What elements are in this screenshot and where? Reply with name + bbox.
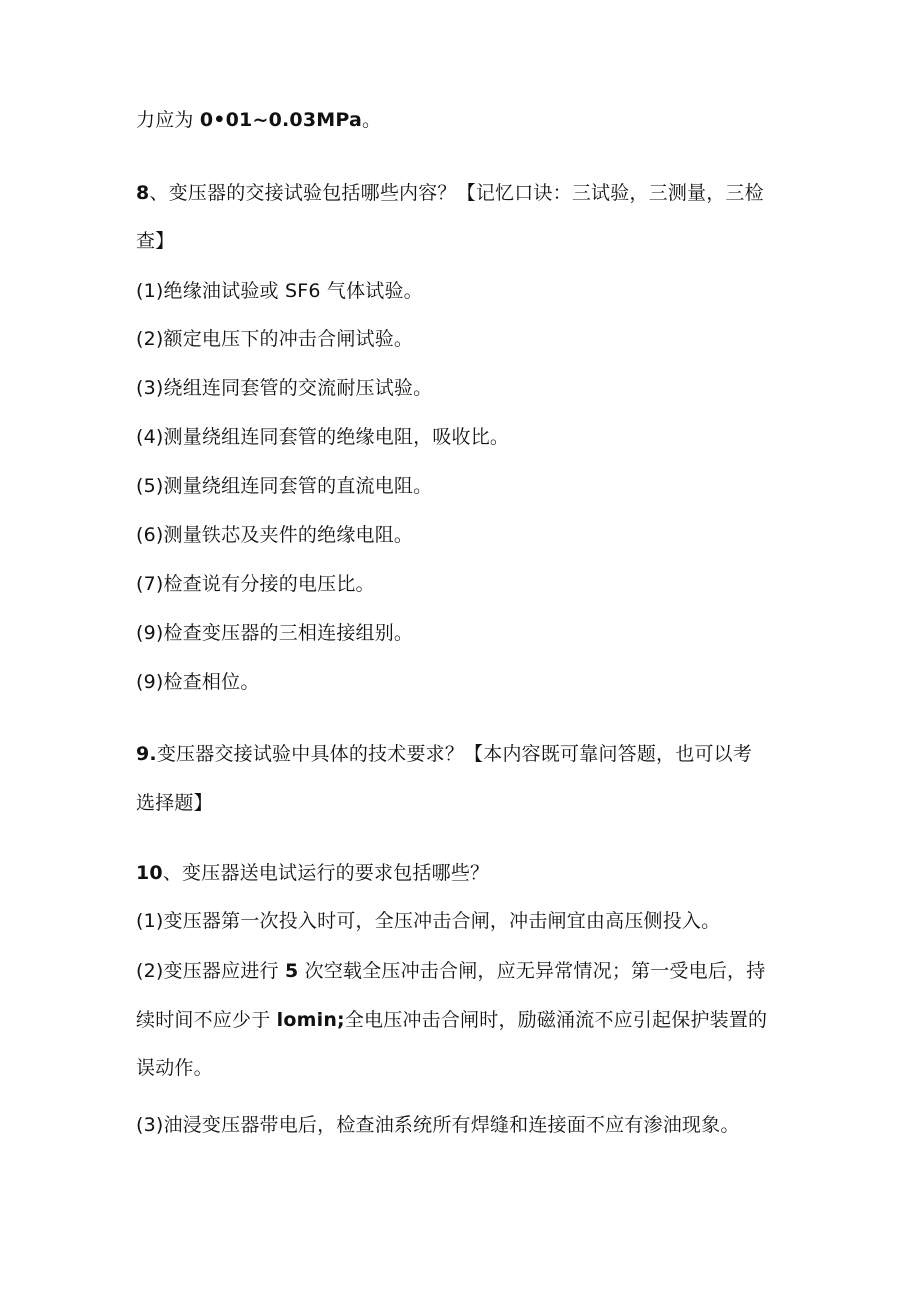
question-8-text: 、变压器的交接试验包括哪些内容？【记忆口诀：三试验，三测量，三检 bbox=[149, 182, 764, 204]
q10-item-3: (3)油浸变压器带电后，检查油系统所有焊缝和连接面不应有渗油现象。 bbox=[136, 1114, 740, 1136]
question-10-text: 、变压器送电试运行的要求包括哪些？ bbox=[162, 862, 490, 884]
q10-item-2 bbox=[136, 958, 765, 984]
question-9-text: 变压器交接试验中具体的技术要求？【本内容既可靠问答题，也可以考 bbox=[156, 743, 753, 765]
q8-item: (1)绝缘油试验或 SF6 气体试验。 bbox=[136, 280, 423, 302]
q10-item-2-text: (2)变压器应进行 bbox=[136, 960, 285, 982]
q10-item-2-text: 续时间不应少于 bbox=[136, 1009, 277, 1031]
question-9-heading bbox=[136, 741, 752, 767]
pressure-value: 0•01~0.03MPa bbox=[199, 109, 362, 131]
q10-item-2-end: 误动作。 bbox=[136, 1057, 213, 1079]
q10-item-1: (1)变压器第一次投入时可，全压冲击合闸，冲击闸宜由高压侧投入。 bbox=[136, 910, 721, 932]
q8-item: (9)检查相位。 bbox=[136, 671, 260, 693]
q8-item: (3)绕组连同套管的交流耐压试验。 bbox=[136, 377, 433, 399]
question-10-heading bbox=[136, 860, 489, 886]
question-8-heading-cont: 查】 bbox=[136, 230, 175, 252]
intro-text: 力应为 bbox=[136, 109, 200, 131]
q10-item-2-cont bbox=[136, 1007, 767, 1033]
q10-item-2-text: 全电压冲击合闸时，励磁涌流不应引起保护装置的 bbox=[344, 1009, 768, 1031]
q8-item: (5)测量绕组连同套管的直流电阻。 bbox=[136, 475, 433, 497]
q8-item: (4)测量绕组连同套管的绝缘电阻，吸收比。 bbox=[136, 426, 510, 448]
intro-line bbox=[136, 107, 381, 133]
question-8-heading bbox=[136, 180, 764, 206]
question-8-number: 8 bbox=[136, 182, 150, 204]
q10-item-2-text: 次空载全压冲击合闸，应无异常情况；第一受电后，持 bbox=[298, 960, 766, 982]
q8-item: (6)测量铁芯及夹件的绝缘电阻。 bbox=[136, 524, 414, 546]
question-9-number: 9. bbox=[136, 743, 157, 765]
question-10-number: 10 bbox=[136, 862, 163, 884]
q10-item-2-duration: lomin; bbox=[276, 1009, 345, 1031]
q8-item: (7)检查说有分接的电压比。 bbox=[136, 573, 375, 595]
question-9-heading-cont: 选择题】 bbox=[136, 792, 213, 814]
q8-item: (2)额定电压下的冲击合闸试验。 bbox=[136, 328, 414, 350]
q8-item: (9)检查变压器的三相连接组别。 bbox=[136, 622, 414, 644]
q10-item-2-count: 5 bbox=[284, 960, 299, 982]
intro-end: 。 bbox=[362, 109, 382, 131]
